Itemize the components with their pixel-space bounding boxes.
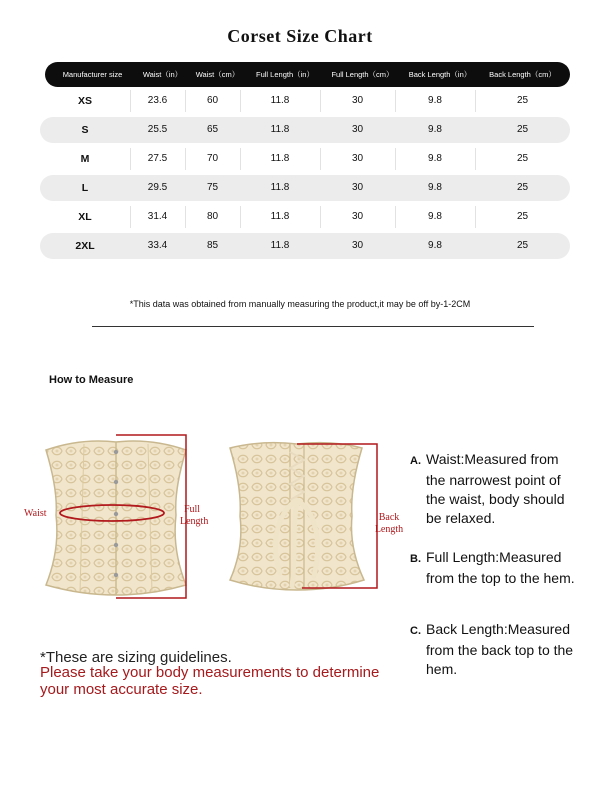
table-cell: 29.5: [147, 182, 168, 193]
waist-annotation: Waist: [24, 508, 47, 519]
table-cell: 25: [516, 211, 529, 222]
size-cell: S: [81, 124, 89, 136]
instruction-line: hem.: [426, 661, 458, 677]
table-cell: 11.8: [270, 124, 290, 135]
table-row: [40, 146, 570, 172]
size-cell: 2XL: [75, 240, 95, 252]
table-cell: 33.4: [147, 240, 168, 251]
instruction-back-length: [410, 620, 573, 679]
column-header: Back Length（cm）: [489, 70, 556, 79]
annotation-line: Length: [180, 516, 209, 527]
table-cell: 25: [516, 95, 529, 106]
table-cell: 30: [351, 182, 364, 193]
instruction-line: the narrowest point of: [426, 472, 561, 488]
table-cell: 70: [206, 153, 219, 164]
table-cell: 9.8: [428, 211, 442, 222]
table-cell: 80: [206, 211, 219, 222]
table-cell: 30: [351, 95, 364, 106]
size-cell: XS: [77, 95, 92, 107]
table-cell: 30: [351, 124, 364, 135]
annotation-line: Length: [374, 524, 404, 535]
table-cell: 25: [516, 240, 529, 251]
table-row: [40, 88, 570, 114]
table-cell: 9.8: [428, 124, 442, 135]
page-title: Corset Size Chart: [227, 26, 373, 46]
table-row: [40, 117, 570, 143]
table-row: [40, 233, 570, 259]
table-cell: 25: [516, 182, 529, 193]
instruction-line: the waist, body should: [426, 491, 565, 507]
instruction-waist: [410, 450, 565, 528]
table-cell: 30: [351, 153, 364, 164]
full-length-annotation: [180, 504, 209, 528]
table-row: [40, 175, 570, 201]
table-cell: 60: [206, 95, 219, 106]
instruction-line: Full Length:Measured: [426, 549, 562, 565]
table-cell: 11.8: [270, 153, 290, 164]
table-cell: 11.8: [270, 182, 290, 193]
instruction-line: be relaxed.: [426, 510, 496, 526]
column-header: Back Length（in）: [408, 70, 472, 79]
table-cell: 11.8: [270, 240, 290, 251]
table-cell: 9.8: [428, 95, 442, 106]
section-heading: How to Measure: [49, 374, 134, 386]
divider: [92, 326, 534, 327]
instruction-label: A.: [410, 455, 421, 467]
table-row: [40, 204, 570, 230]
column-header: Waist（in）: [142, 70, 183, 79]
back-length-annotation: [372, 512, 406, 536]
guideline-warning: Please take your body measurements to determine your most accurate size.: [40, 664, 380, 698]
instruction-line: Waist:Measured from: [426, 451, 559, 467]
size-cell: L: [81, 182, 89, 194]
instruction-line: from the top to the hem.: [426, 570, 575, 586]
table-cell: 31.4: [147, 211, 168, 222]
instruction-line: from the back top to the: [426, 642, 574, 658]
table-cell: 75: [206, 182, 219, 193]
table-cell: 30: [351, 211, 364, 222]
table-cell: 9.8: [428, 240, 442, 251]
instruction-label: C.: [410, 625, 421, 637]
table-cell: 11.8: [270, 211, 290, 222]
table-cell: 9.8: [428, 182, 442, 193]
guideline-text: *These are sizing guidelines.: [40, 649, 232, 666]
measurement-note: *This data was obtained from manually measuring the product,it may be off by-1-2CM: [129, 299, 471, 309]
table-cell: 23.6: [147, 95, 168, 106]
instruction-label: B.: [410, 553, 421, 565]
column-header: Full Length（in）: [256, 70, 314, 79]
table-header: [45, 62, 570, 87]
size-cell: XL: [78, 211, 92, 223]
table-cell: 11.8: [270, 95, 290, 106]
size-cell: M: [80, 153, 90, 165]
table-cell: 25: [516, 124, 529, 135]
instruction-line: Back Length:Measured: [426, 621, 570, 637]
table-cell: 85: [206, 240, 219, 251]
table-cell: 27.5: [147, 153, 168, 164]
column-header: Full Length（cm）: [331, 70, 394, 79]
column-header: Waist（cm）: [195, 70, 240, 79]
corset-back-image: [222, 438, 392, 608]
column-header: Manufacturer size: [62, 70, 123, 79]
annotation-line: Back: [378, 512, 400, 523]
table-cell: 25.5: [147, 124, 168, 135]
table-cell: 65: [206, 124, 219, 135]
table-cell: 9.8: [428, 153, 442, 164]
table-cell: 25: [516, 153, 529, 164]
annotation-line: Full: [183, 504, 201, 515]
table-cell: 30: [351, 240, 364, 251]
instruction-full-length: [410, 548, 575, 588]
